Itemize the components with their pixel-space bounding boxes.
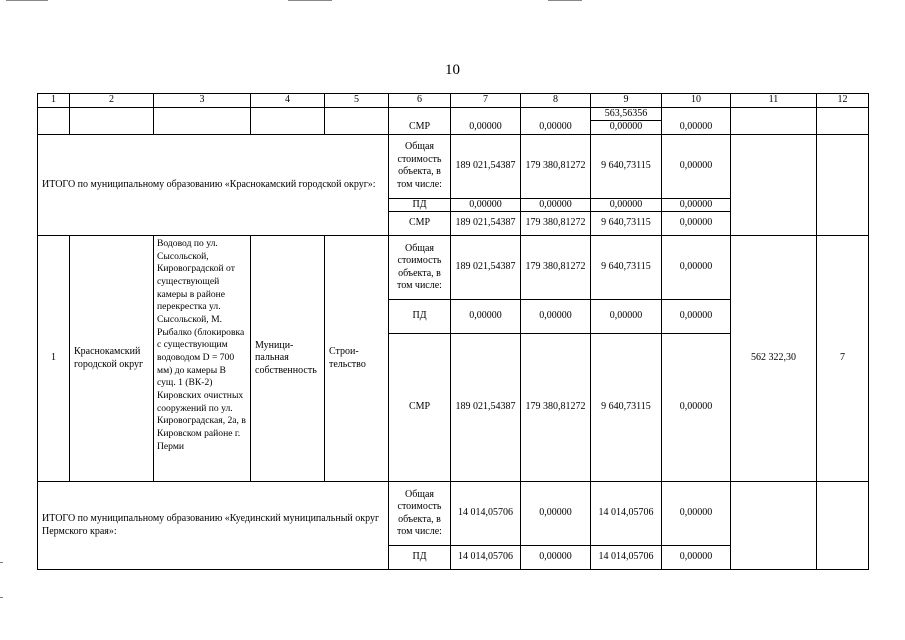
header-cell: 4 [251, 94, 325, 108]
value-cell: 9 640,73115 [591, 334, 662, 482]
value-cell: 0,00000 [662, 236, 731, 300]
value-cell: 0,00000 [662, 134, 731, 198]
value-cell: 179 380,81272 [521, 236, 591, 300]
value-cell: 0,00000 [451, 121, 521, 135]
value-cell: 179 380,81272 [521, 334, 591, 482]
scan-artifact [548, 0, 582, 1]
value-cell: 0,00000 [662, 300, 731, 334]
value-cell: 14 014,05706 [451, 482, 521, 546]
header-cell: 5 [325, 94, 389, 108]
value-cell: 0,00000 [662, 212, 731, 236]
header-cell: 1 [38, 94, 70, 108]
row-kind-label: ПД [389, 198, 451, 212]
row-kind-label: СМР [389, 334, 451, 482]
object-term: 7 [817, 236, 869, 482]
value-cell: 14 014,05706 [591, 482, 662, 546]
scan-artifact [288, 0, 332, 1]
value-cell: 0,00000 [521, 482, 591, 546]
object-municipality: Краснокамский городской округ [70, 236, 154, 482]
header-cell: 3 [154, 94, 251, 108]
total-label-kuedinsky: ИТОГО по муниципальному образованию «Куединский муниципальный округ Пермского края»: [38, 482, 389, 570]
value-cell: 189 021,54387 [451, 236, 521, 300]
header-cell: 9 [591, 94, 662, 108]
row-kind-label: ПД [389, 546, 451, 570]
total-label-krasnokamsk: ИТОГО по муниципальному образованию «Краснокамский городской округ»: [38, 134, 389, 236]
value-cell: 189 021,54387 [451, 212, 521, 236]
value-cell: 0,00000 [521, 198, 591, 212]
header-row [38, 94, 869, 108]
object-number: 1 [38, 236, 70, 482]
value-cell: 0,00000 [591, 300, 662, 334]
value-cell: 9 640,73115 [591, 134, 662, 198]
header-cell: 10 [662, 94, 731, 108]
row-kind-label: СМР [389, 212, 451, 236]
value-cell: 0,00000 [662, 482, 731, 546]
carry-value: 563,56356 [591, 107, 662, 121]
value-cell: 0,00000 [591, 121, 662, 135]
header-cell: 6 [389, 94, 451, 108]
value-cell: 0,00000 [521, 300, 591, 334]
header-cell: 11 [731, 94, 817, 108]
row-kind-label: ПД [389, 300, 451, 334]
object-ownership: Муници-пальная собственность [251, 236, 325, 482]
header-cell: 12 [817, 94, 869, 108]
value-cell: 179 380,81272 [521, 212, 591, 236]
investment-table [37, 93, 869, 570]
scan-artifact [0, 562, 3, 563]
total-row-total-cost [38, 482, 869, 546]
value-cell: 9 640,73115 [591, 212, 662, 236]
object-description: Водовод по ул. Сысольской, Кировоградской от существующей камеры в районе перекрестка ул. Сысольской, М. Рыбалко (блокировка с существующим водоводом D = 700 мм) до камеры В сущ. 1 (ВК-2) Кировских очистных сооружений по ул. Кировоградская, 2а, в Кировском районе г. Перми [154, 236, 251, 482]
row-kind-label: Общая стоимость объекта, в том числе: [389, 482, 451, 546]
value-cell: 0,00000 [521, 546, 591, 570]
value-cell: 14 014,05706 [451, 546, 521, 570]
total-row-total-cost [38, 134, 869, 198]
object-work-type: Строи-тельство [325, 236, 389, 482]
value-cell: 0,00000 [591, 198, 662, 212]
continuation-row [38, 107, 869, 121]
row-kind-label: СМР [389, 121, 451, 135]
value-cell: 0,00000 [662, 198, 731, 212]
value-cell: 0,00000 [451, 198, 521, 212]
value-cell: 189 021,54387 [451, 334, 521, 482]
value-cell: 0,00000 [451, 300, 521, 334]
value-cell: 0,00000 [662, 334, 731, 482]
value-cell: 0,00000 [521, 121, 591, 135]
row-kind-label: Общая стоимость объекта, в том числе: [389, 134, 451, 198]
value-cell: 179 380,81272 [521, 134, 591, 198]
object-capacity: 562 322,30 [731, 236, 817, 482]
header-cell: 8 [521, 94, 591, 108]
header-cell: 7 [451, 94, 521, 108]
object-row-total-cost [38, 236, 869, 300]
scan-artifact [6, 0, 48, 1]
value-cell: 14 014,05706 [591, 546, 662, 570]
row-kind-label: Общая стоимость объекта, в том числе: [389, 236, 451, 300]
value-cell: 189 021,54387 [451, 134, 521, 198]
scan-artifact [0, 597, 3, 598]
value-cell: 9 640,73115 [591, 236, 662, 300]
value-cell: 0,00000 [662, 121, 731, 135]
value-cell: 0,00000 [662, 546, 731, 570]
page-number: 10 [445, 62, 460, 78]
header-cell: 2 [70, 94, 154, 108]
